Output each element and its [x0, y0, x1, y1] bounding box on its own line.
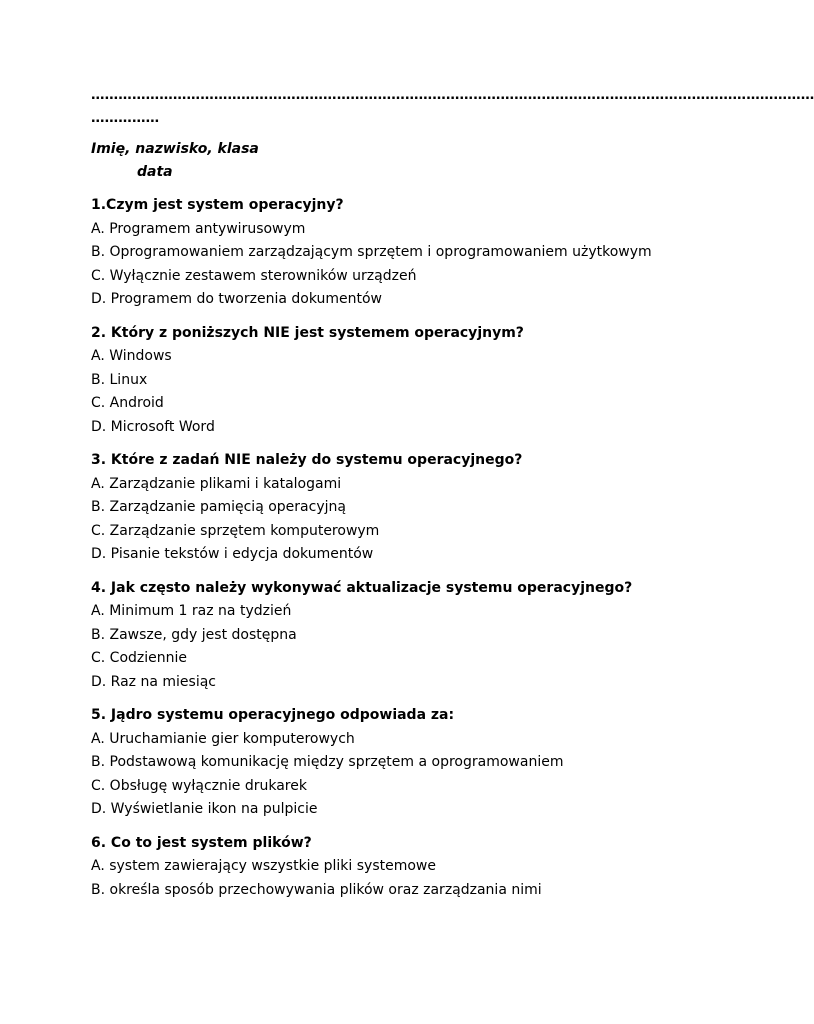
answer-option-a: A. Programem antywirusowym: [91, 220, 306, 237]
answer-option-c: C. Codziennie: [91, 650, 188, 666]
blank-line-dots: ……………………………………………………………………………………………………………………………………………: [91, 87, 814, 103]
question-2: [91, 322, 691, 440]
answer-option-a: A. Windows: [91, 348, 172, 364]
answer-option-c: C. Obsługę wyłącznie drukarek: [91, 777, 307, 794]
question-4: [91, 577, 691, 695]
question-title: 2. Który z poniższych NIE jest systemem operacyjnym?: [91, 324, 524, 341]
answer-option-a: A. Minimum 1 raz na tydzień: [91, 603, 292, 619]
answer-option-b: B. określa sposób przechowywania plików oraz zarządzania nimi: [91, 881, 542, 898]
question-title: 6. Co to jest system plików?: [91, 834, 312, 851]
answer-option-c: C. Zarządzanie sprzętem komputerowym: [91, 522, 380, 539]
date-label: data: [137, 164, 173, 180]
question-title: 5. Jądro systemu operacyjnego odpowiada za:: [91, 707, 455, 723]
answer-option-d: D. Pisanie tekstów i edycja dokumentów: [91, 546, 374, 562]
question-title: 4. Jak często należy wykonywać aktualizacje systemu operacyjnego?: [91, 579, 633, 596]
answer-option-d: D. Programem do tworzenia dokumentów: [91, 291, 382, 307]
answer-option-d: D. Raz na miesiąc: [91, 673, 216, 690]
question-list: [91, 194, 691, 902]
question-6: [91, 832, 691, 903]
answer-option-a: A. Zarządzanie plikami i katalogami: [91, 475, 342, 492]
quiz-page: [91, 84, 814, 912]
answer-option-a: A. system zawierający wszystkie pliki systemowe: [91, 858, 436, 874]
question-3: [91, 449, 691, 567]
question-title: 3. Które z zadań NIE należy do systemu operacyjnego?: [91, 452, 523, 468]
answer-option-b: B. Linux: [91, 371, 148, 388]
answer-option-c: C. Wyłącznie zestawem sterowników urządzeń: [91, 267, 417, 284]
answer-option-b: B. Zarządzanie pamięcią operacyjną: [91, 499, 346, 515]
answer-option-b: B. Zawsze, gdy jest dostępna: [91, 626, 297, 643]
answer-option-d: D. Microsoft Word: [91, 418, 215, 435]
question-1: [91, 194, 691, 312]
answer-option-c: C. Android: [91, 395, 164, 411]
blank-line-dots-continuation: ……………: [91, 110, 160, 126]
answer-option-d: D. Wyświetlanie ikon na pulpicie: [91, 801, 318, 817]
question-title: 1.Czym jest system operacyjny?: [91, 197, 344, 213]
answer-option-a: A. Uruchamianie gier komputerowych: [91, 730, 355, 747]
answer-option-b: B. Oprogramowaniem zarządzającym sprzętem i oprogramowaniem użytkowym: [91, 244, 652, 260]
name-class-label: Imię, nazwisko, klasa: [91, 141, 259, 157]
answer-option-b: B. Podstawową komunikację między sprzętem a oprogramowaniem: [91, 754, 564, 770]
question-5: [91, 704, 691, 822]
